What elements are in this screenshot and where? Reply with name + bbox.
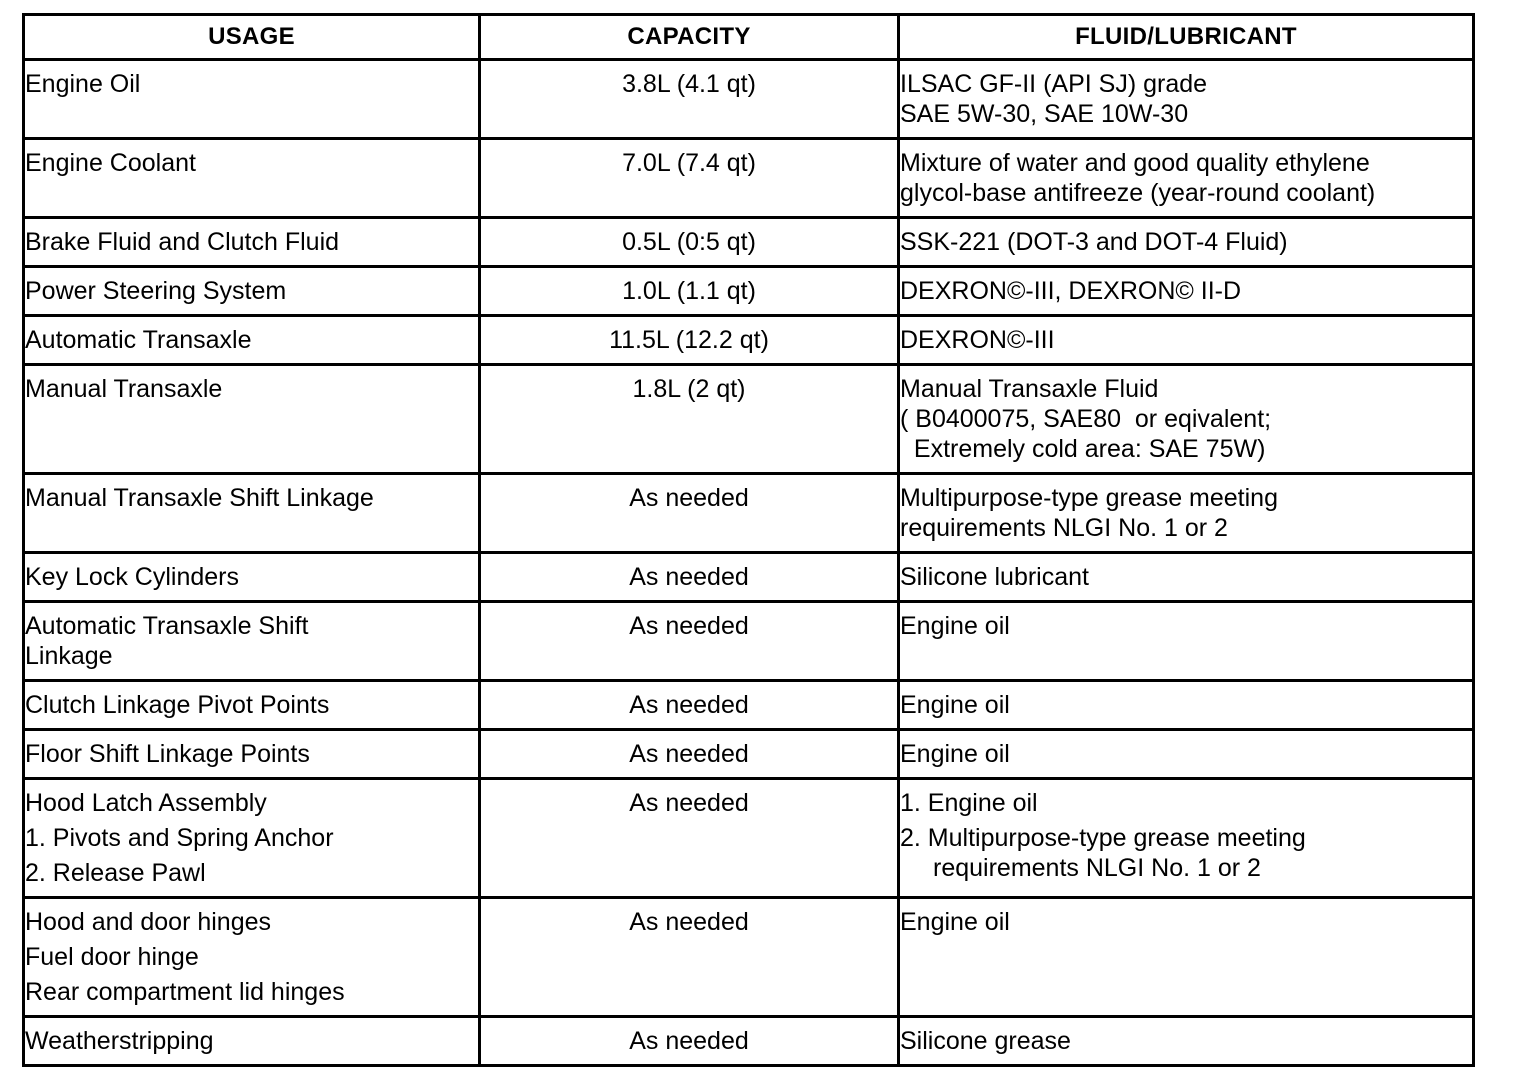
usage-text: Floor Shift Linkage Points: [25, 740, 310, 768]
usage-text: Hood and door hinges: [25, 908, 272, 936]
fluid-text: Mixture of water and good quality ethylene: [900, 149, 1370, 177]
fluid-text: 1. Engine oil: [900, 789, 1038, 817]
capacity-cell: As needed: [480, 1017, 899, 1066]
usage-cell: [24, 898, 480, 1017]
table-row: [24, 139, 1474, 218]
capacity-cell: As needed: [480, 898, 899, 1017]
usage-text: Automatic Transaxle Shift: [25, 612, 309, 640]
table-row: [24, 218, 1474, 267]
header-row: [24, 15, 1474, 60]
fluid-cell: [899, 60, 1474, 139]
capacity-cell: As needed: [480, 553, 899, 602]
usage-text: Key Lock Cylinders: [25, 563, 239, 591]
fluid-cell: [899, 365, 1474, 474]
fluid-text: Engine oil: [900, 740, 1010, 768]
fluid-text: SAE 5W-30, SAE 10W-30: [900, 100, 1189, 128]
capacity-cell: As needed: [480, 602, 899, 681]
usage-cell: [24, 553, 480, 602]
fluid-text: 2. Multipurpose-type grease meeting: [900, 824, 1306, 852]
usage-text: Hood Latch Assembly: [25, 789, 267, 817]
fluid-text: Engine oil: [900, 691, 1010, 719]
usage-text: Brake Fluid and Clutch Fluid: [25, 228, 340, 256]
lubricant-spec-table: [22, 13, 1475, 1067]
capacity-cell: As needed: [480, 681, 899, 730]
usage-cell: [24, 1017, 480, 1066]
usage-text: Fuel door hinge: [25, 943, 199, 971]
capacity-cell: As needed: [480, 779, 899, 898]
usage-text: Power Steering System: [25, 277, 287, 305]
table-row: [24, 365, 1474, 474]
table-row: [24, 602, 1474, 681]
fluid-text: Engine oil: [900, 612, 1010, 640]
fluid-cell: [899, 681, 1474, 730]
usage-text: 2. Release Pawl: [25, 859, 206, 887]
fluid-text: ( B0400075, SAE80 or eqivalent;: [900, 405, 1272, 433]
usage-text: Clutch Linkage Pivot Points: [25, 691, 330, 719]
table-row: [24, 1017, 1474, 1066]
capacity-header: CAPACITY: [480, 15, 899, 60]
usage-cell: [24, 267, 480, 316]
table-row: [24, 730, 1474, 779]
table-row: [24, 316, 1474, 365]
capacity-cell: 1.8L (2 qt): [480, 365, 899, 474]
capacity-cell: 3.8L (4.1 qt): [480, 60, 899, 139]
table-row: [24, 474, 1474, 553]
capacity-cell: 7.0L (7.4 qt): [480, 139, 899, 218]
fluid-text: Silicone lubricant: [900, 563, 1089, 591]
fluid-cell: [899, 316, 1474, 365]
table-row: [24, 779, 1474, 898]
fluid-text: DEXRON©-III, DEXRON© II-D: [900, 277, 1242, 305]
usage-cell: [24, 681, 480, 730]
fluid-text: glycol-base antifreeze (year-round coolant): [900, 179, 1376, 207]
fluid-cell: [899, 474, 1474, 553]
capacity-cell: 1.0L (1.1 qt): [480, 267, 899, 316]
usage-text: Manual Transaxle Shift Linkage: [25, 484, 374, 512]
usage-cell: [24, 139, 480, 218]
capacity-cell: 0.5L (0:5 qt): [480, 218, 899, 267]
fluid-cell: [899, 218, 1474, 267]
usage-text: Weatherstripping: [25, 1027, 214, 1055]
usage-text: Manual Transaxle: [25, 375, 223, 403]
fluid-cell: [899, 602, 1474, 681]
fluid-text: requirements NLGI No. 1 or 2: [933, 854, 1261, 882]
capacity-cell: As needed: [480, 730, 899, 779]
usage-text: Rear compartment lid hinges: [25, 978, 345, 1006]
table-row: [24, 267, 1474, 316]
usage-text: 1. Pivots and Spring Anchor: [25, 824, 334, 852]
fluid-header: FLUID/LUBRICANT: [899, 15, 1474, 60]
fluid-text: Manual Transaxle Fluid: [900, 375, 1159, 403]
fluid-cell: [899, 267, 1474, 316]
usage-cell: [24, 779, 480, 898]
usage-cell: [24, 474, 480, 553]
fluid-cell: [899, 1017, 1474, 1066]
fluid-cell: [899, 553, 1474, 602]
fluid-cell: [899, 139, 1474, 218]
usage-cell: [24, 602, 480, 681]
fluid-text: Extremely cold area: SAE 75W): [900, 435, 1266, 463]
fluid-text: Engine oil: [900, 908, 1010, 936]
fluid-text: DEXRON©-III: [900, 326, 1055, 354]
fluid-text: ILSAC GF-II (API SJ) grade: [900, 70, 1208, 98]
fluid-cell: [899, 730, 1474, 779]
usage-text: Engine Coolant: [25, 149, 196, 177]
usage-text: Engine Oil: [25, 70, 141, 98]
usage-text: Automatic Transaxle: [25, 326, 252, 354]
table-row: [24, 898, 1474, 1017]
usage-header: USAGE: [24, 15, 480, 60]
fluid-text: SSK-221 (DOT-3 and DOT-4 Fluid): [900, 228, 1288, 256]
usage-cell: [24, 218, 480, 267]
table-row: [24, 60, 1474, 139]
usage-text: Linkage: [25, 642, 113, 670]
table-row: [24, 681, 1474, 730]
fluid-text: Multipurpose-type grease meeting: [900, 484, 1278, 512]
fluid-text: requirements NLGI No. 1 or 2: [900, 514, 1228, 542]
usage-cell: [24, 316, 480, 365]
usage-cell: [24, 365, 480, 474]
usage-cell: [24, 60, 480, 139]
usage-cell: [24, 730, 480, 779]
table-row: [24, 553, 1474, 602]
capacity-cell: 11.5L (12.2 qt): [480, 316, 899, 365]
fluid-cell: [899, 779, 1474, 898]
capacity-cell: As needed: [480, 474, 899, 553]
fluid-text: Silicone grease: [900, 1027, 1071, 1055]
fluid-cell: [899, 898, 1474, 1017]
